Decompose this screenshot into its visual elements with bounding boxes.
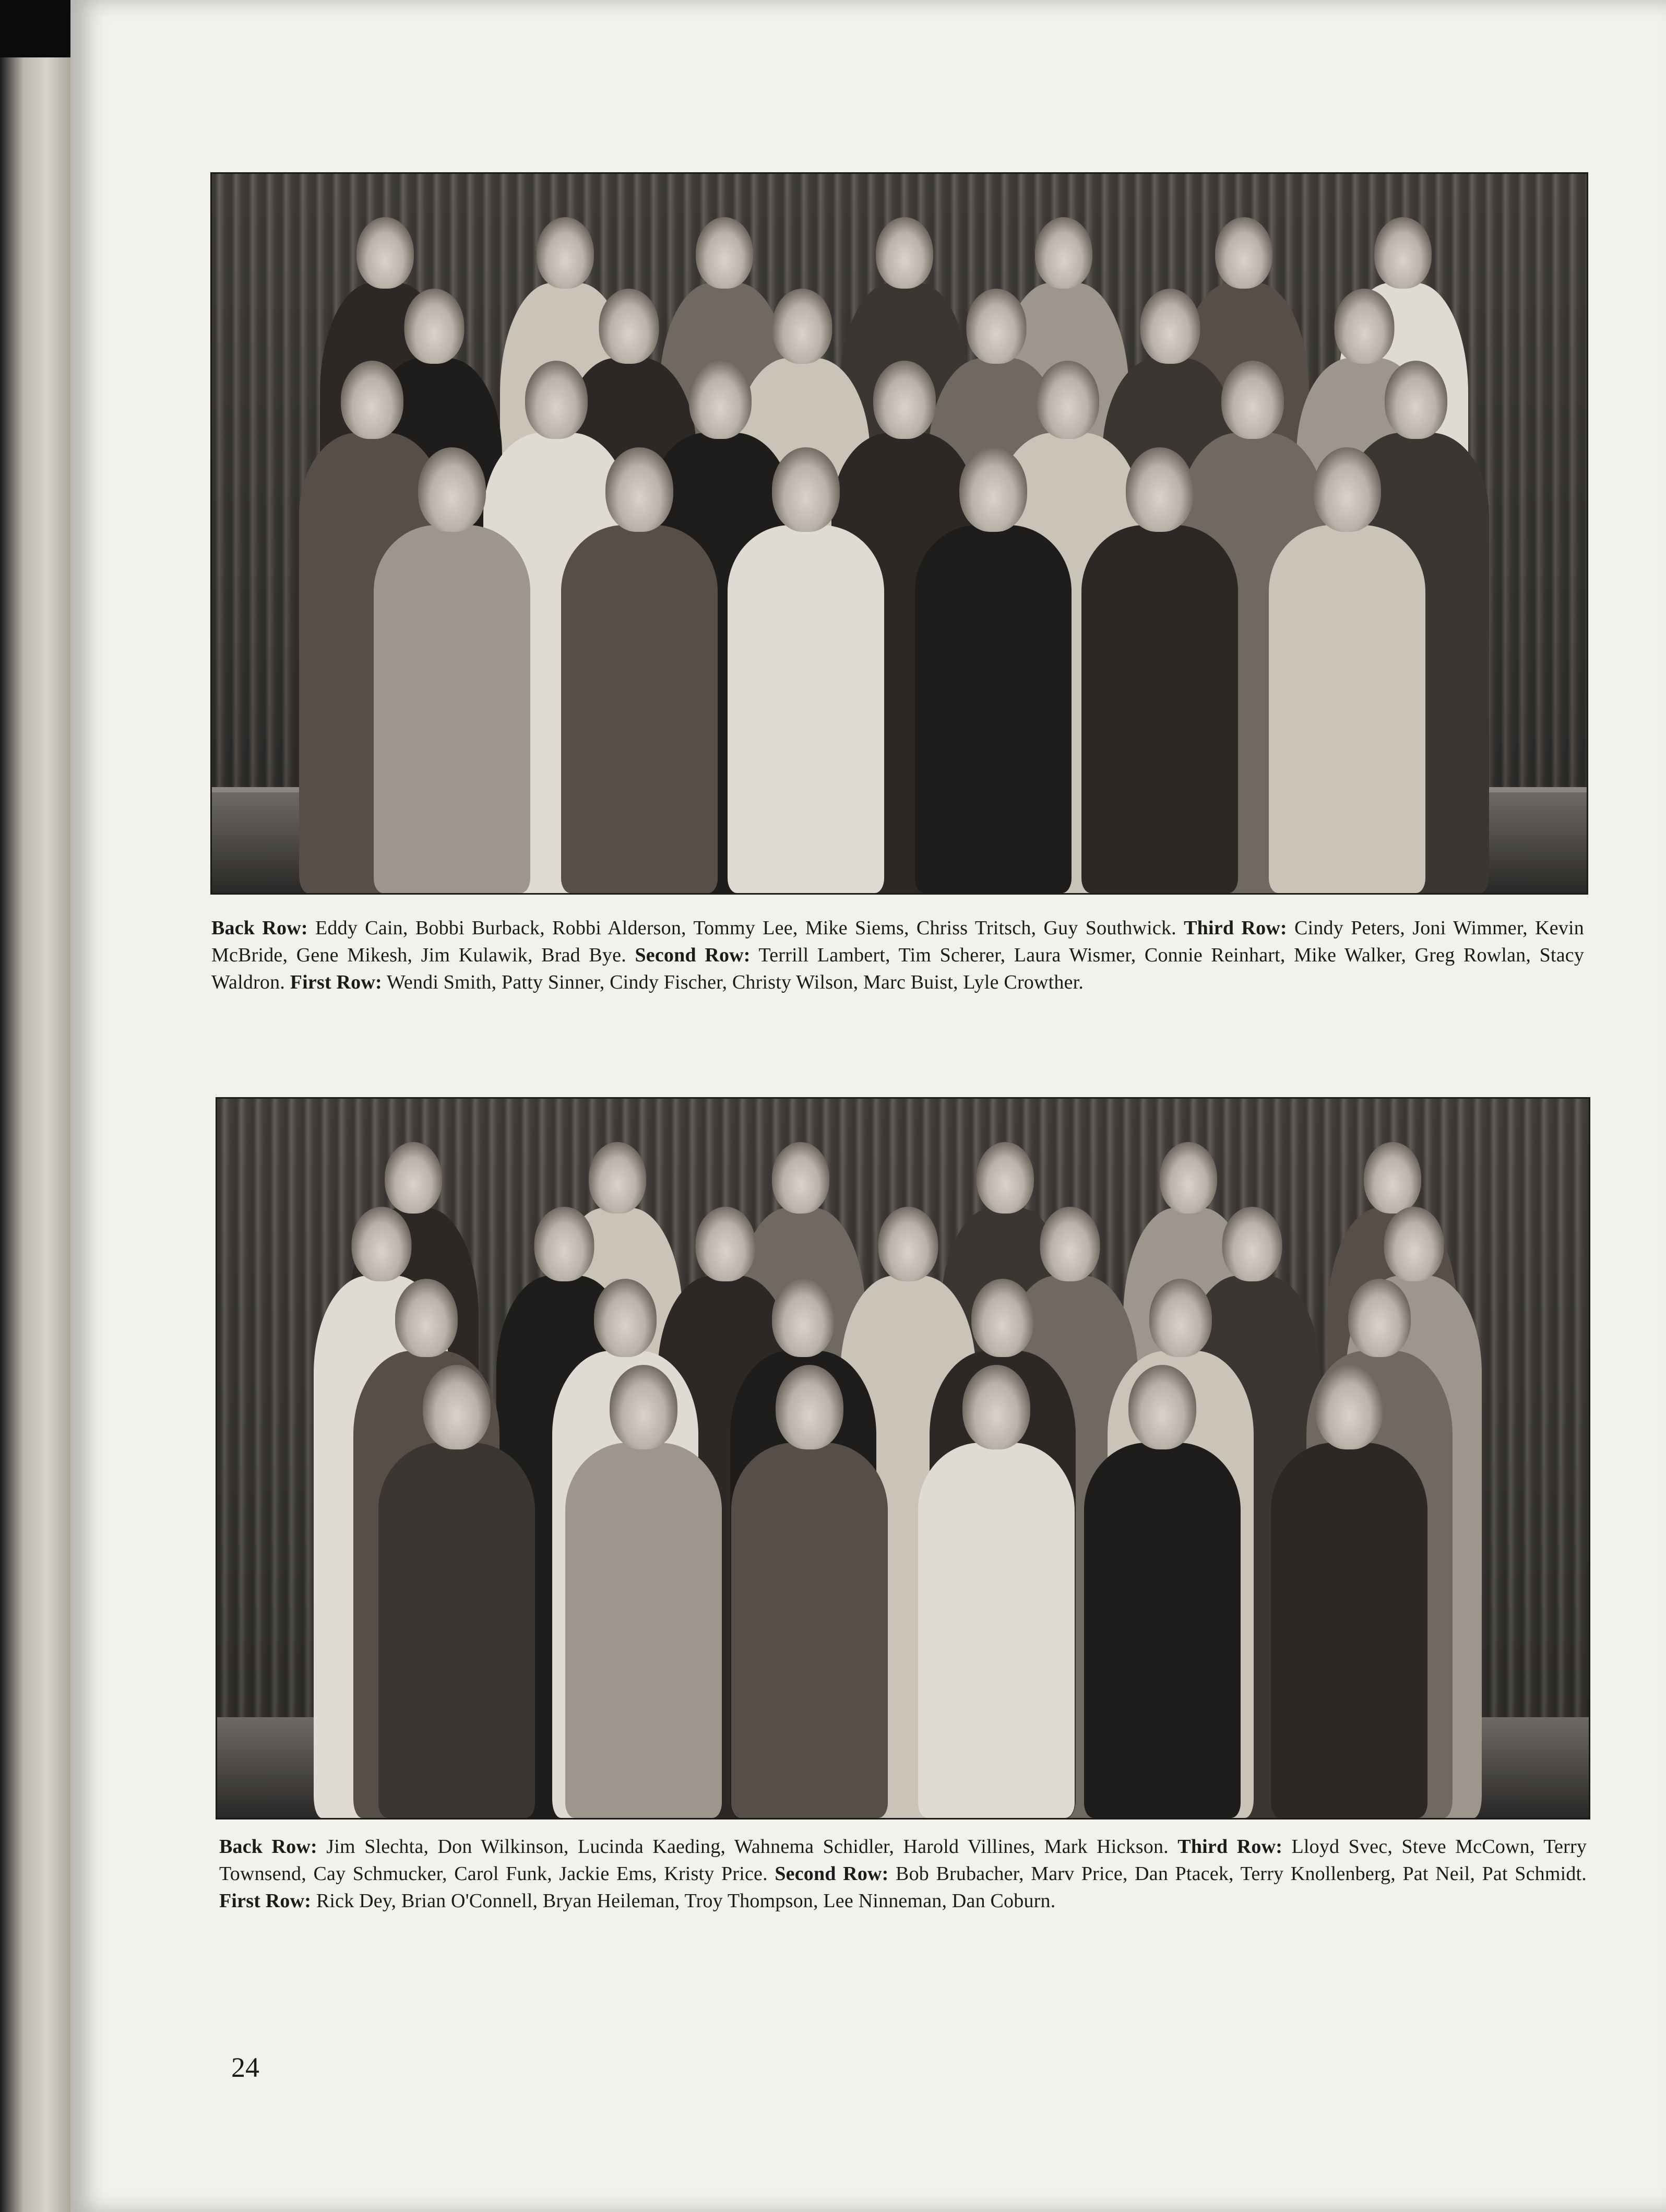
student-head xyxy=(418,447,486,532)
student-head xyxy=(772,1142,829,1214)
student-body xyxy=(915,525,1072,893)
student-body xyxy=(1269,525,1425,893)
student-head xyxy=(1222,1207,1282,1282)
student-head xyxy=(1149,1279,1212,1357)
student-body xyxy=(728,525,884,893)
student-head xyxy=(1160,1142,1217,1214)
student-body xyxy=(1081,525,1238,893)
caption-row-label: Third Row: xyxy=(1177,1836,1283,1858)
student-body xyxy=(561,525,718,893)
student-figure xyxy=(1084,1365,1241,1818)
caption-row-names: Eddy Cain, Bobbi Burback, Robbi Alderson, Tommy Lee, Mike Siems, Chriss Tritsch, Guy Southwick. xyxy=(315,917,1176,939)
student-head xyxy=(971,1279,1034,1357)
student-head xyxy=(610,1365,677,1450)
page-number: 24 xyxy=(231,2052,259,2083)
student-head xyxy=(1315,1365,1383,1450)
student-head xyxy=(772,447,840,532)
student-head xyxy=(423,1365,491,1450)
student-head xyxy=(1126,447,1194,532)
student-body xyxy=(1271,1443,1427,1818)
student-head xyxy=(605,447,673,532)
student-head xyxy=(772,289,832,364)
caption-row-label: First Row: xyxy=(290,971,382,993)
caption-row-names: Rick Dey, Brian O'Connell, Bryan Heileman, Troy Thompson, Lee Ninneman, Dan Coburn. xyxy=(316,1890,1056,1912)
caption-row-names: Wendi Smith, Patty Sinner, Cindy Fischer, Christy Wilson, Marc Buist, Lyle Crowther. xyxy=(386,971,1084,993)
student-head xyxy=(873,361,936,439)
student-figure xyxy=(915,447,1072,893)
student-head xyxy=(1040,1207,1100,1282)
student-head xyxy=(1385,361,1447,439)
student-head xyxy=(1313,447,1381,532)
student-body xyxy=(731,1443,888,1818)
student-head xyxy=(537,217,594,289)
student-figure xyxy=(1271,1365,1427,1818)
caption-row-label: Third Row: xyxy=(1184,917,1287,939)
student-head xyxy=(385,1142,442,1214)
student-head xyxy=(1374,217,1432,289)
student-head xyxy=(525,361,588,439)
caption-row-label: Back Row: xyxy=(219,1836,317,1858)
caption-row-label: Second Row: xyxy=(635,944,751,966)
student-head xyxy=(1334,289,1394,364)
photo-1-caption xyxy=(211,914,1584,996)
caption-row-names: Cindy Peters, Joni Wimmer, Kevin McBride, Gene Mikesh, Jim Kulawik, Brad Bye. xyxy=(211,917,1584,966)
student-head xyxy=(977,1142,1034,1214)
student-head xyxy=(341,361,403,439)
student-body xyxy=(378,1443,535,1818)
yearbook-page xyxy=(70,0,1666,2212)
student-body xyxy=(1084,1443,1241,1818)
student-head xyxy=(876,217,933,289)
student-figure xyxy=(731,1365,888,1818)
student-head xyxy=(1348,1279,1411,1357)
student-head xyxy=(776,1365,843,1450)
student-figure xyxy=(565,1365,722,1818)
student-head xyxy=(356,217,414,289)
student-head xyxy=(1364,1142,1421,1214)
student-figure xyxy=(374,447,530,893)
student-head xyxy=(1215,217,1272,289)
student-head xyxy=(1140,289,1200,364)
book-binding-edge xyxy=(0,57,78,2212)
student-head xyxy=(1037,361,1099,439)
student-head xyxy=(967,289,1027,364)
student-head xyxy=(878,1207,938,1282)
photo-2-caption xyxy=(219,1833,1587,1914)
caption-row-names: Bob Brubacher, Marv Price, Dan Ptacek, Terry Knollenberg, Pat Neil, Pat Schmidt. xyxy=(896,1863,1587,1885)
student-head xyxy=(696,1207,756,1282)
student-head xyxy=(962,1365,1030,1450)
student-head xyxy=(404,289,465,364)
student-head xyxy=(351,1207,411,1282)
student-head xyxy=(1221,361,1284,439)
student-head xyxy=(1035,217,1092,289)
student-head xyxy=(395,1279,458,1357)
student-body xyxy=(374,525,530,893)
caption-row-label: Back Row: xyxy=(211,917,308,939)
student-figure xyxy=(1081,447,1238,893)
caption-row-label: First Row: xyxy=(219,1890,312,1912)
caption-row-names: Terrill Lambert, Tim Scherer, Laura Wismer, Connie Reinhart, Mike Walker, Greg Rowlan, Stacy Waldron. xyxy=(211,944,1585,993)
student-head xyxy=(696,217,753,289)
student-figure xyxy=(561,447,718,893)
student-body xyxy=(918,1443,1075,1818)
student-head xyxy=(534,1207,594,1282)
student-head xyxy=(1384,1207,1444,1282)
class-photo-1 xyxy=(210,172,1588,895)
student-figure xyxy=(728,447,884,893)
student-head xyxy=(959,447,1027,532)
student-head xyxy=(599,289,659,364)
student-head xyxy=(594,1279,657,1357)
caption-row-names: Jim Slechta, Don Wilkinson, Lucinda Kaeding, Wahnema Schidler, Harold Villines, Mark Hickson. xyxy=(326,1836,1169,1858)
student-figure xyxy=(1269,447,1425,893)
student-body xyxy=(565,1443,722,1818)
caption-row-names: Lloyd Svec, Steve McCown, Terry Townsend, Cay Schmucker, Carol Funk, Jackie Ems, Kristy Price. xyxy=(219,1836,1587,1885)
student-head xyxy=(1128,1365,1196,1450)
class-photo-2 xyxy=(216,1097,1590,1819)
caption-row-label: Second Row: xyxy=(775,1863,889,1885)
student-head xyxy=(689,361,752,439)
student-head xyxy=(589,1142,646,1214)
student-head xyxy=(772,1279,835,1357)
student-figure xyxy=(378,1365,535,1818)
student-figure xyxy=(918,1365,1075,1818)
